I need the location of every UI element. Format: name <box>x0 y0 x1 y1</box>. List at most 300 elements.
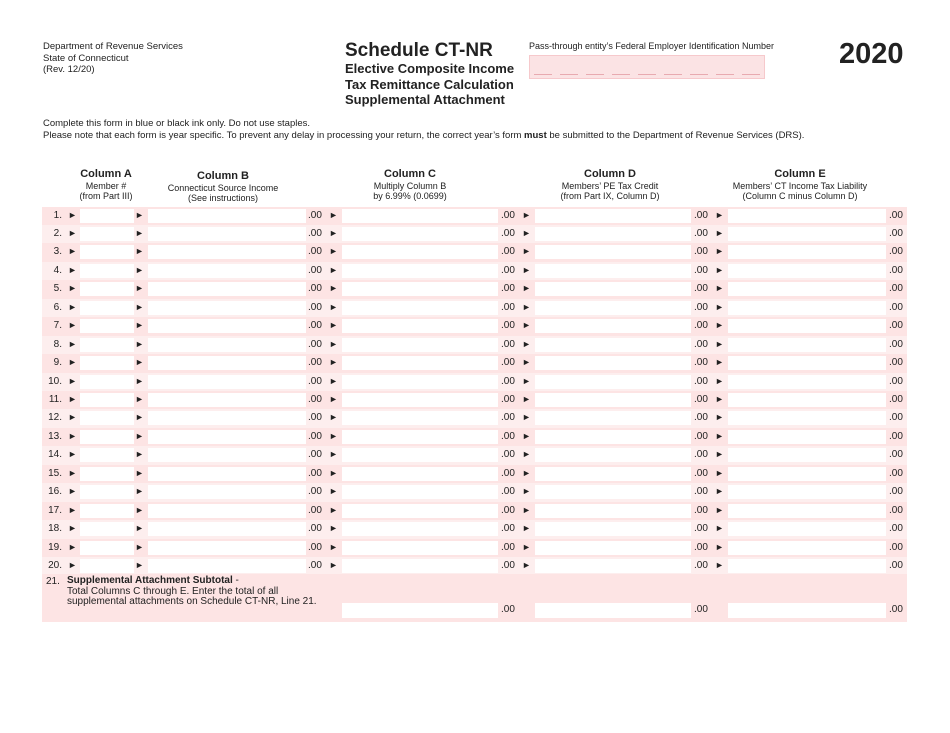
row-number: 2. <box>53 227 62 239</box>
column-c-input[interactable] <box>342 559 498 573</box>
arrow-icon: ► <box>135 375 144 386</box>
row-number: 1. <box>53 209 62 221</box>
column-e-input[interactable] <box>728 264 886 278</box>
column-e-input[interactable] <box>728 430 886 444</box>
cents-label: .00 <box>501 394 515 405</box>
column-c-input[interactable] <box>342 264 498 278</box>
ct-source-income-input[interactable] <box>148 319 306 333</box>
column-e-input[interactable] <box>728 245 886 259</box>
column-d-input[interactable] <box>535 264 691 278</box>
arrow-icon: ► <box>329 375 338 386</box>
ct-source-income-input[interactable] <box>148 245 306 259</box>
column-c-input[interactable] <box>342 319 498 333</box>
cents-label: .00 <box>501 338 515 350</box>
column-d-input[interactable] <box>535 411 691 425</box>
arrow-icon: ► <box>522 430 531 441</box>
cents-label: .00 <box>694 209 708 221</box>
arrow-icon: ► <box>522 467 531 478</box>
ct-source-income-input[interactable] <box>148 467 306 481</box>
cents-label: .00 <box>889 523 903 535</box>
arrow-icon: ► <box>68 357 77 368</box>
row-number: 17. <box>48 504 62 516</box>
instructions <box>43 118 804 142</box>
arrow-icon: ► <box>715 320 724 331</box>
column-c-input[interactable] <box>342 393 498 407</box>
cents-label: .00 <box>889 449 903 461</box>
arrow-icon: ► <box>522 486 531 497</box>
column-e-input[interactable] <box>728 541 886 555</box>
arrow-icon: ► <box>135 246 144 257</box>
arrow-icon: ► <box>135 449 144 460</box>
cents-label: .00 <box>501 283 515 295</box>
arrow-icon: ► <box>522 264 531 275</box>
arrow-icon: ► <box>522 246 531 257</box>
arrow-icon: ► <box>68 449 77 460</box>
member-number-input[interactable] <box>80 504 134 518</box>
column-e-input[interactable] <box>728 338 886 352</box>
arrow-icon: ► <box>135 357 144 368</box>
ct-source-income-input[interactable] <box>148 338 306 352</box>
row-number: 19. <box>48 541 62 553</box>
cents-label: .00 <box>501 209 515 221</box>
column-e-input[interactable] <box>728 559 886 573</box>
column-d-input[interactable] <box>535 301 691 315</box>
cents-label: .00 <box>889 283 903 295</box>
member-number-input[interactable] <box>80 448 134 462</box>
arrow-icon: ► <box>329 246 338 257</box>
cents-label: .00 <box>308 301 322 313</box>
cents-label: .00 <box>889 357 903 369</box>
row-number: 20. <box>48 560 62 572</box>
arrow-icon: ► <box>522 449 531 460</box>
cents-label: .00 <box>308 357 322 369</box>
column-e-input[interactable] <box>728 356 886 370</box>
column-d-input[interactable] <box>535 430 691 444</box>
form-subtitle-2: Tax Remittance Calculation <box>345 76 514 92</box>
arrow-icon: ► <box>68 504 77 515</box>
row-number: 11. <box>48 394 62 405</box>
cents-label: .00 <box>501 301 515 313</box>
column-e-input[interactable] <box>728 393 886 407</box>
column-e-input[interactable] <box>728 411 886 425</box>
arrow-icon: ► <box>522 357 531 368</box>
member-number-input[interactable] <box>80 467 134 481</box>
row-number: 10. <box>48 375 62 387</box>
arrow-icon: ► <box>68 338 77 349</box>
table-row <box>42 243 907 262</box>
column-e-input[interactable] <box>728 522 886 536</box>
arrow-icon: ► <box>135 320 144 331</box>
cents-label: .00 <box>694 504 708 516</box>
cents-label: .00 <box>501 320 515 332</box>
cents-label: .00 <box>308 283 322 295</box>
subtotal-description: Supplemental Attachment Subtotal - Total Columns C through E. Enter the total of all supplemental attachments on Schedule CT-NR, Line 21. <box>67 575 317 607</box>
ct-source-income-input[interactable] <box>148 356 306 370</box>
arrow-icon: ► <box>715 560 724 571</box>
arrow-icon: ► <box>715 209 724 220</box>
instruction-line-1: Complete this form in blue or black ink only. Do not use staples. <box>43 118 311 129</box>
ct-source-income-input[interactable] <box>148 522 306 536</box>
column-d-input[interactable] <box>535 541 691 555</box>
table-row <box>42 207 907 226</box>
arrow-icon: ► <box>135 412 144 423</box>
column-c-input[interactable] <box>342 245 498 259</box>
cents-label: .00 <box>501 449 515 461</box>
cents-label: .00 <box>889 394 903 405</box>
table-row <box>42 317 907 336</box>
arrow-icon: ► <box>715 246 724 257</box>
ct-source-income-input[interactable] <box>148 209 306 223</box>
member-number-input[interactable] <box>80 209 134 223</box>
cents-label: .00 <box>694 560 708 572</box>
cents-label: .00 <box>308 467 322 479</box>
column-d-input[interactable] <box>535 448 691 462</box>
member-number-input[interactable] <box>80 430 134 444</box>
column-d-input[interactable] <box>535 282 691 296</box>
arrow-icon: ► <box>715 449 724 460</box>
ct-source-income-input[interactable] <box>148 264 306 278</box>
cents-label: .00 <box>889 486 903 498</box>
column-d-input[interactable] <box>535 522 691 536</box>
ct-source-income-input[interactable] <box>148 282 306 296</box>
arrow-icon: ► <box>522 301 531 312</box>
arrow-icon: ► <box>715 523 724 534</box>
column-d-input[interactable] <box>535 375 691 389</box>
revision-date: (Rev. 12/20) <box>43 64 95 75</box>
cents-label: .00 <box>889 604 903 615</box>
arrow-icon: ► <box>329 209 338 220</box>
cents-label: .00 <box>501 264 515 276</box>
cents-label: .00 <box>889 264 903 276</box>
cents-label: .00 <box>501 486 515 498</box>
row-number: 15. <box>48 467 62 479</box>
arrow-icon: ► <box>715 375 724 386</box>
cents-label: .00 <box>501 246 515 258</box>
member-number-input[interactable] <box>80 393 134 407</box>
column-e-input[interactable] <box>728 282 886 296</box>
column-d-input[interactable] <box>535 356 691 370</box>
arrow-icon: ► <box>68 301 77 312</box>
arrow-icon: ► <box>135 209 144 220</box>
column-d-input[interactable] <box>535 467 691 481</box>
cents-label: .00 <box>889 320 903 332</box>
cents-label: .00 <box>694 604 708 615</box>
cents-label: .00 <box>889 209 903 221</box>
arrow-icon: ► <box>522 523 531 534</box>
title-block <box>345 40 514 108</box>
cents-label: .00 <box>889 504 903 516</box>
arrow-icon: ► <box>329 357 338 368</box>
cents-label: .00 <box>889 375 903 387</box>
column-a-header: Column A Member # (from Part III) <box>79 168 133 201</box>
ct-source-income-input[interactable] <box>148 559 306 573</box>
member-number-input[interactable] <box>80 319 134 333</box>
cents-label: .00 <box>501 430 515 442</box>
member-number-input[interactable] <box>80 282 134 296</box>
tax-year: 2020 <box>839 38 904 70</box>
cents-label: .00 <box>694 486 708 498</box>
ct-source-income-input[interactable] <box>148 448 306 462</box>
arrow-icon: ► <box>135 560 144 571</box>
table-row <box>42 391 907 410</box>
table-row <box>42 557 907 576</box>
row-number: 14. <box>48 449 62 461</box>
cents-label: .00 <box>694 449 708 461</box>
arrow-icon: ► <box>522 375 531 386</box>
cents-label: .00 <box>308 320 322 332</box>
arrow-icon: ► <box>329 227 338 238</box>
column-e-input[interactable] <box>728 301 886 315</box>
arrow-icon: ► <box>135 523 144 534</box>
cents-label: .00 <box>308 209 322 221</box>
arrow-icon: ► <box>715 227 724 238</box>
arrow-icon: ► <box>329 486 338 497</box>
arrow-icon: ► <box>715 430 724 441</box>
cents-label: .00 <box>694 283 708 295</box>
column-d-header: Column D Members’ PE Tax Credit (from Part IX, Column D) <box>560 168 660 201</box>
arrow-icon: ► <box>135 338 144 349</box>
member-number-input[interactable] <box>80 245 134 259</box>
cents-label: .00 <box>694 394 708 405</box>
table-row <box>42 336 907 355</box>
form-title: Schedule CT-NR <box>345 40 493 61</box>
arrow-icon: ► <box>135 301 144 312</box>
member-number-input[interactable] <box>80 375 134 389</box>
column-c-input[interactable] <box>342 485 498 499</box>
arrow-icon: ► <box>522 320 531 331</box>
arrow-icon: ► <box>135 430 144 441</box>
member-number-input[interactable] <box>80 264 134 278</box>
arrow-icon: ► <box>522 412 531 423</box>
table-row <box>42 465 907 484</box>
column-c-input[interactable] <box>342 301 498 315</box>
cents-label: .00 <box>501 467 515 479</box>
arrow-icon: ► <box>715 338 724 349</box>
arrow-icon: ► <box>715 486 724 497</box>
cents-label: .00 <box>308 227 322 239</box>
arrow-icon: ► <box>715 283 724 294</box>
cents-label: .00 <box>308 338 322 350</box>
arrow-icon: ► <box>135 264 144 275</box>
cents-label: .00 <box>308 430 322 442</box>
ct-source-income-input[interactable] <box>148 227 306 241</box>
arrow-icon: ► <box>715 264 724 275</box>
column-d-input[interactable] <box>535 559 691 573</box>
table-row <box>42 428 907 447</box>
arrow-icon: ► <box>715 541 724 552</box>
column-e-input[interactable] <box>728 375 886 389</box>
subtotal-column-c-input[interactable] <box>342 603 498 618</box>
column-b-header: Column B Connecticut Source Income (See instructions) <box>167 170 279 203</box>
column-c-input[interactable] <box>342 227 498 241</box>
cents-label: .00 <box>889 467 903 479</box>
column-d-input[interactable] <box>535 245 691 259</box>
table-row <box>42 354 907 373</box>
column-d-input[interactable] <box>535 504 691 518</box>
cents-label: .00 <box>308 560 322 572</box>
arrow-icon: ► <box>68 541 77 552</box>
arrow-icon: ► <box>68 320 77 331</box>
arrow-icon: ► <box>329 264 338 275</box>
column-e-input[interactable] <box>728 209 886 223</box>
cents-label: .00 <box>308 246 322 258</box>
subtotal-column-e-input[interactable] <box>728 603 886 618</box>
arrow-icon: ► <box>68 246 77 257</box>
arrow-icon: ► <box>68 560 77 571</box>
column-d-input[interactable] <box>535 338 691 352</box>
cents-label: .00 <box>694 246 708 258</box>
table-row <box>42 502 907 521</box>
arrow-icon: ► <box>522 541 531 552</box>
ct-source-income-input[interactable] <box>148 504 306 518</box>
row-number: 13. <box>48 430 62 442</box>
ct-source-income-input[interactable] <box>148 485 306 499</box>
subtotal-column-d-input[interactable] <box>535 603 691 618</box>
arrow-icon: ► <box>329 560 338 571</box>
arrow-icon: ► <box>329 541 338 552</box>
ct-source-income-input[interactable] <box>148 301 306 315</box>
member-number-input[interactable] <box>80 522 134 536</box>
cents-label: .00 <box>501 357 515 369</box>
cents-label: .00 <box>889 246 903 258</box>
cents-label: .00 <box>308 375 322 387</box>
row-number: 4. <box>53 264 62 276</box>
arrow-icon: ► <box>522 504 531 515</box>
ct-source-income-input[interactable] <box>148 393 306 407</box>
member-number-input[interactable] <box>80 411 134 425</box>
arrow-icon: ► <box>68 375 77 386</box>
ct-source-income-input[interactable] <box>148 375 306 389</box>
ct-source-income-input[interactable] <box>148 411 306 425</box>
member-number-input[interactable] <box>80 338 134 352</box>
cents-label: .00 <box>889 301 903 313</box>
column-e-input[interactable] <box>728 485 886 499</box>
arrow-icon: ► <box>715 412 724 423</box>
column-c-input[interactable] <box>342 430 498 444</box>
column-c-input[interactable] <box>342 504 498 518</box>
cents-label: .00 <box>694 357 708 369</box>
column-c-input[interactable] <box>342 522 498 536</box>
cents-label: .00 <box>308 504 322 516</box>
cents-label: .00 <box>308 264 322 276</box>
column-d-input[interactable] <box>535 209 691 223</box>
cents-label: .00 <box>889 227 903 239</box>
column-e-input[interactable] <box>728 227 886 241</box>
row-number: 8. <box>53 338 62 350</box>
cents-label: .00 <box>694 227 708 239</box>
member-number-input[interactable] <box>80 301 134 315</box>
member-number-input[interactable] <box>80 559 134 573</box>
arrow-icon: ► <box>715 467 724 478</box>
cents-label: .00 <box>694 467 708 479</box>
arrow-icon: ► <box>329 430 338 441</box>
column-c-input[interactable] <box>342 375 498 389</box>
member-number-input[interactable] <box>80 541 134 555</box>
cents-label: .00 <box>501 604 515 615</box>
cents-label: .00 <box>889 430 903 442</box>
ct-source-income-input[interactable] <box>148 430 306 444</box>
column-e-input[interactable] <box>728 319 886 333</box>
table-row <box>42 446 907 465</box>
instruction-line-2: Please note that each form is year specific. To prevent any delay in processing your return, the correct year’s form must be submitted to the Department of Revenue Services (DRS). <box>43 130 805 141</box>
cents-label: .00 <box>501 227 515 239</box>
arrow-icon: ► <box>135 227 144 238</box>
column-e-input[interactable] <box>728 504 886 518</box>
column-c-input[interactable] <box>342 411 498 425</box>
arrow-icon: ► <box>68 264 77 275</box>
column-e-input[interactable] <box>728 448 886 462</box>
arrow-icon: ► <box>135 394 144 404</box>
column-e-header: Column E Members’ CT Income Tax Liability (Column C minus Column D) <box>732 168 868 201</box>
column-c-input[interactable] <box>342 467 498 481</box>
cents-label: .00 <box>501 541 515 553</box>
column-d-input[interactable] <box>535 319 691 333</box>
column-d-input[interactable] <box>535 393 691 407</box>
cents-label: .00 <box>889 412 903 424</box>
cents-label: .00 <box>308 412 322 424</box>
column-e-input[interactable] <box>728 467 886 481</box>
cents-label: .00 <box>694 541 708 553</box>
cents-label: .00 <box>501 412 515 424</box>
arrow-icon: ► <box>329 467 338 478</box>
cents-label: .00 <box>694 301 708 313</box>
row-number: 7. <box>53 320 62 332</box>
arrow-icon: ► <box>522 338 531 349</box>
column-c-input[interactable] <box>342 209 498 223</box>
column-c-input[interactable] <box>342 448 498 462</box>
member-number-input[interactable] <box>80 356 134 370</box>
arrow-icon: ► <box>522 560 531 571</box>
arrow-icon: ► <box>68 467 77 478</box>
row-number: 12. <box>48 412 62 424</box>
arrow-icon: ► <box>68 227 77 238</box>
ct-source-income-input[interactable] <box>148 541 306 555</box>
column-c-input[interactable] <box>342 356 498 370</box>
column-c-input[interactable] <box>342 338 498 352</box>
arrow-icon: ► <box>329 449 338 460</box>
arrow-icon: ► <box>329 394 338 404</box>
cents-label: .00 <box>308 541 322 553</box>
fein-input[interactable] <box>529 55 765 79</box>
cents-label: .00 <box>694 264 708 276</box>
arrow-icon: ► <box>329 320 338 331</box>
member-number-input[interactable] <box>80 485 134 499</box>
table-row <box>42 299 907 318</box>
row-number: 3. <box>53 246 62 258</box>
subtotal-row <box>42 574 907 622</box>
arrow-icon: ► <box>135 467 144 478</box>
member-number-input[interactable] <box>80 227 134 241</box>
arrow-icon: ► <box>329 504 338 515</box>
column-c-input[interactable] <box>342 541 498 555</box>
cents-label: .00 <box>308 449 322 461</box>
column-d-input[interactable] <box>535 485 691 499</box>
cents-label: .00 <box>694 430 708 442</box>
column-c-header: Column C Multiply Column B by 6.99% (0.0699) <box>373 168 447 201</box>
arrow-icon: ► <box>715 504 724 515</box>
arrow-icon: ► <box>68 283 77 294</box>
column-c-input[interactable] <box>342 282 498 296</box>
arrow-icon: ► <box>715 394 724 404</box>
table-row <box>42 539 907 558</box>
arrow-icon: ► <box>68 523 77 534</box>
cents-label: .00 <box>694 338 708 350</box>
arrow-icon: ► <box>135 504 144 515</box>
column-d-input[interactable] <box>535 227 691 241</box>
cents-label: .00 <box>694 375 708 387</box>
arrow-icon: ► <box>715 357 724 368</box>
arrow-icon: ► <box>68 412 77 423</box>
